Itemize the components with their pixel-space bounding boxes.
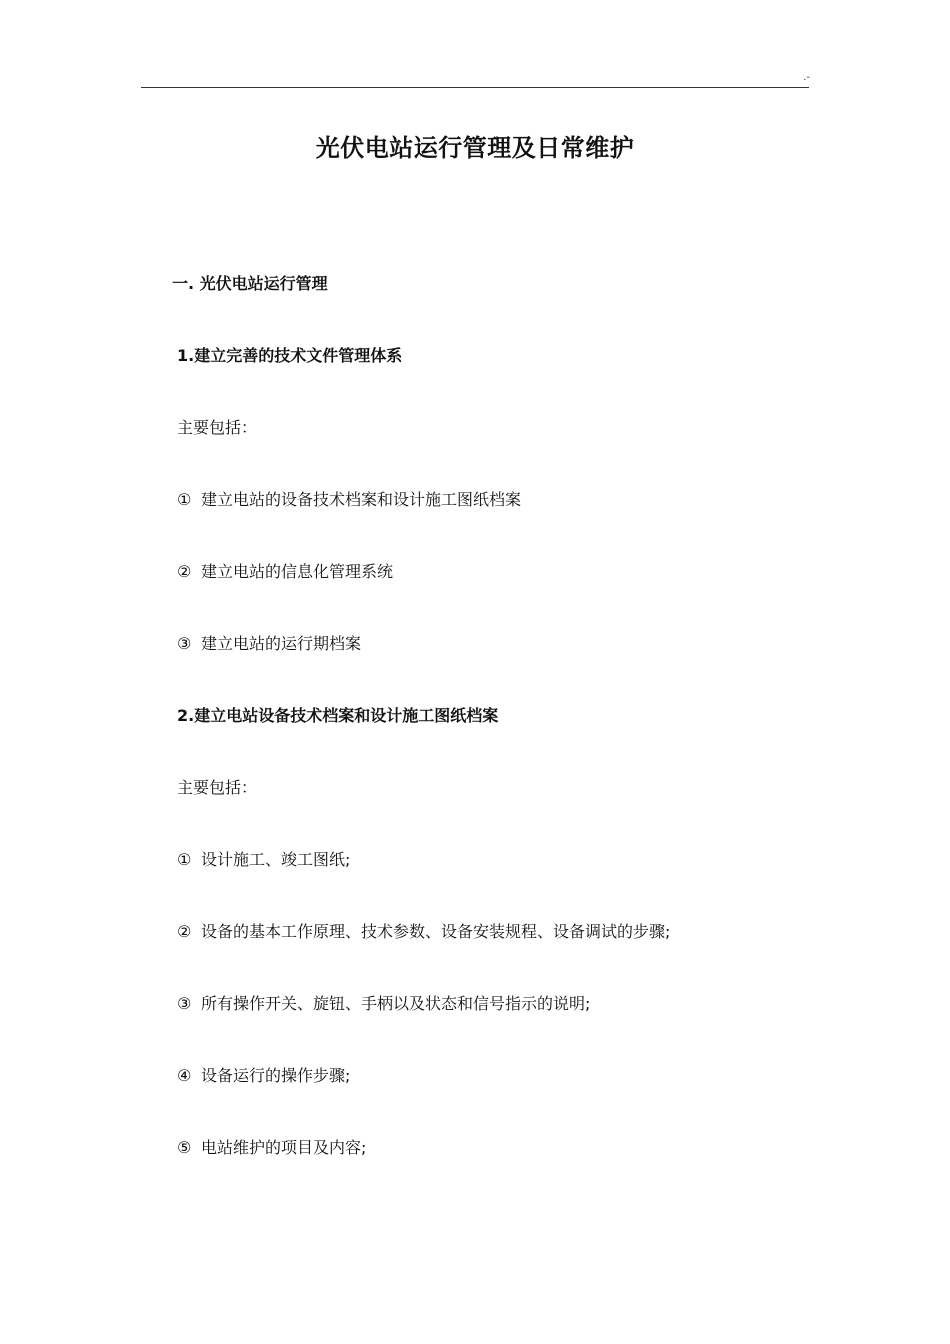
list-item	[177, 921, 670, 943]
list-item	[177, 489, 521, 511]
list-item	[177, 849, 350, 871]
list-item-marker: ①	[177, 850, 192, 869]
list-item-marker: ④	[177, 1066, 192, 1085]
list-item-text: 电站维护的项目及内容;	[201, 1138, 367, 1157]
subsection-intro-2: 主要包括：	[177, 778, 258, 797]
list-item-text: 设备的基本工作原理、技术参数、设备安装规程、设备调试的步骤;	[201, 922, 671, 941]
list-item-marker: ①	[177, 490, 192, 509]
list-item	[177, 1065, 350, 1087]
list-item-text: 设计施工、竣工图纸;	[201, 850, 351, 869]
list-item-marker: ③	[177, 994, 192, 1013]
subsection-intro-1: 主要包括：	[177, 418, 258, 437]
subsection-heading-2: 2.建立电站设备技术档案和设计施工图纸档案	[177, 706, 499, 725]
list-item-marker: ②	[177, 922, 192, 941]
list-item-marker: ③	[177, 634, 192, 653]
header-mark: .-	[803, 72, 810, 83]
list-item-marker: ⑤	[177, 1138, 192, 1157]
list-item	[177, 561, 393, 583]
list-item-text: 建立电站的设备技术档案和设计施工图纸档案	[201, 490, 522, 509]
list-item-text: 所有操作开关、旋钮、手柄以及状态和信号指示的说明;	[201, 994, 591, 1013]
list-item	[177, 993, 590, 1015]
list-item	[177, 633, 361, 655]
document-title: 光伏电站运行管理及日常维护	[315, 134, 635, 162]
list-item-marker: ②	[177, 562, 192, 581]
list-item-text: 设备运行的操作步骤;	[201, 1066, 351, 1085]
list-item-text: 建立电站的运行期档案	[201, 634, 362, 653]
subsection-heading-1: 1.建立完善的技术文件管理体系	[177, 346, 403, 365]
list-item-text: 建立电站的信息化管理系统	[201, 562, 394, 581]
section-heading: 一. 光伏电站运行管理	[172, 274, 328, 293]
header-rule	[141, 87, 809, 88]
list-item	[177, 1137, 366, 1159]
